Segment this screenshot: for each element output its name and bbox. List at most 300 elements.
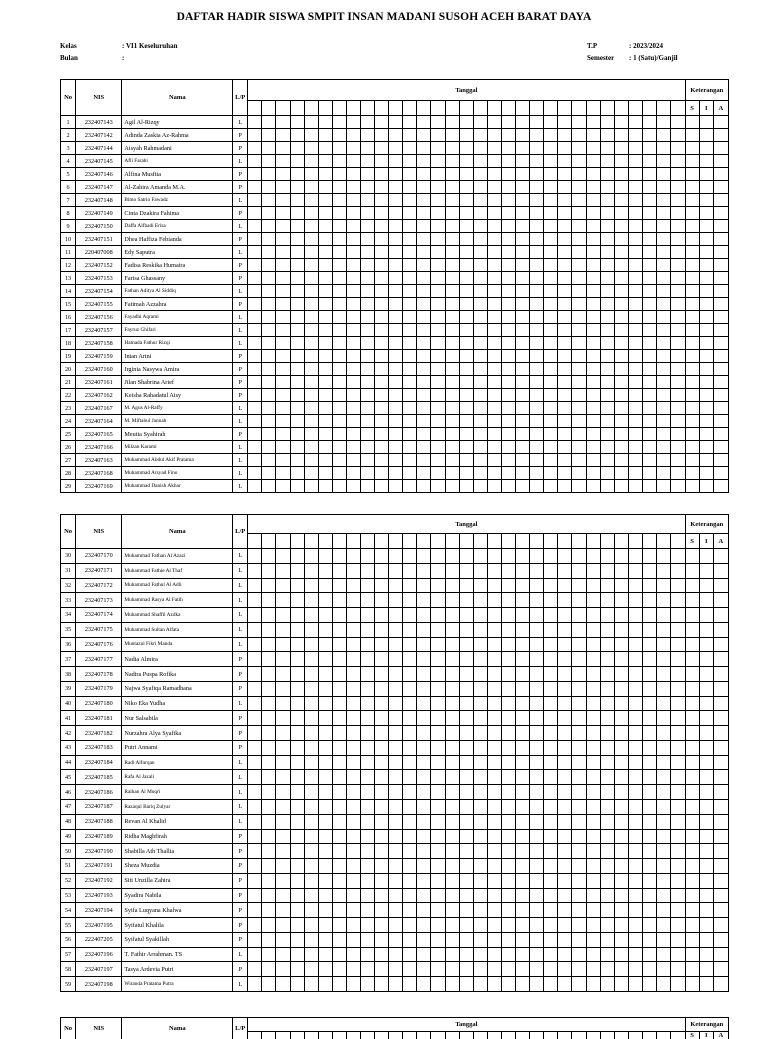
attendance-cell[interactable] [375, 233, 389, 246]
attendance-cell[interactable] [501, 376, 515, 389]
attendance-cell[interactable] [290, 667, 304, 682]
attendance-cell[interactable] [276, 233, 290, 246]
attendance-cell[interactable] [361, 637, 375, 652]
attendance-cell[interactable] [544, 363, 558, 376]
attendance-cell[interactable] [586, 181, 600, 194]
attendance-cell[interactable] [375, 696, 389, 711]
attendance-cell[interactable] [248, 220, 262, 233]
attendance-cell[interactable] [403, 220, 417, 233]
attendance-cell[interactable] [600, 932, 614, 947]
date-cell[interactable] [544, 101, 558, 116]
attendance-cell[interactable] [642, 829, 656, 844]
attendance-cell[interactable] [290, 155, 304, 168]
attendance-cell[interactable] [516, 549, 530, 564]
attendance-cell[interactable] [403, 932, 417, 947]
attendance-cell[interactable] [248, 142, 262, 155]
attendance-cell[interactable] [628, 578, 642, 593]
attendance-cell[interactable] [713, 441, 728, 454]
attendance-cell[interactable] [431, 194, 445, 207]
attendance-cell[interactable] [361, 593, 375, 608]
attendance-cell[interactable] [501, 696, 515, 711]
attendance-cell[interactable] [375, 298, 389, 311]
attendance-cell[interactable] [389, 454, 403, 467]
attendance-cell[interactable] [431, 467, 445, 480]
attendance-cell[interactable] [473, 454, 487, 467]
date-cell[interactable] [431, 101, 445, 116]
attendance-cell[interactable] [487, 181, 501, 194]
attendance-cell[interactable] [487, 977, 501, 992]
attendance-cell[interactable] [656, 376, 670, 389]
attendance-cell[interactable] [431, 873, 445, 888]
attendance-cell[interactable] [544, 770, 558, 785]
attendance-cell[interactable] [699, 389, 713, 402]
attendance-cell[interactable] [628, 272, 642, 285]
attendance-cell[interactable] [445, 814, 459, 829]
attendance-cell[interactable] [318, 859, 332, 874]
attendance-cell[interactable] [699, 563, 713, 578]
attendance-cell[interactable] [290, 389, 304, 402]
attendance-cell[interactable] [375, 873, 389, 888]
attendance-cell[interactable] [614, 467, 628, 480]
attendance-cell[interactable] [487, 207, 501, 220]
attendance-cell[interactable] [276, 415, 290, 428]
attendance-cell[interactable] [262, 129, 276, 142]
attendance-cell[interactable] [276, 903, 290, 918]
attendance-cell[interactable] [501, 549, 515, 564]
attendance-cell[interactable] [600, 578, 614, 593]
attendance-cell[interactable] [276, 814, 290, 829]
attendance-cell[interactable] [473, 859, 487, 874]
attendance-cell[interactable] [346, 947, 360, 962]
attendance-cell[interactable] [431, 932, 445, 947]
attendance-cell[interactable] [586, 233, 600, 246]
attendance-cell[interactable] [656, 652, 670, 667]
attendance-cell[interactable] [656, 549, 670, 564]
date-cell[interactable] [614, 101, 628, 116]
attendance-cell[interactable] [516, 563, 530, 578]
attendance-cell[interactable] [361, 467, 375, 480]
attendance-cell[interactable] [417, 932, 431, 947]
attendance-cell[interactable] [572, 415, 586, 428]
attendance-cell[interactable] [248, 376, 262, 389]
attendance-cell[interactable] [346, 311, 360, 324]
attendance-cell[interactable] [685, 233, 699, 246]
attendance-cell[interactable] [431, 337, 445, 350]
attendance-cell[interactable] [572, 337, 586, 350]
attendance-cell[interactable] [276, 608, 290, 623]
attendance-cell[interactable] [501, 667, 515, 682]
attendance-cell[interactable] [713, 652, 728, 667]
attendance-cell[interactable] [389, 207, 403, 220]
attendance-cell[interactable] [544, 800, 558, 815]
attendance-cell[interactable] [403, 593, 417, 608]
attendance-cell[interactable] [375, 246, 389, 259]
attendance-cell[interactable] [487, 272, 501, 285]
attendance-cell[interactable] [699, 402, 713, 415]
attendance-cell[interactable] [487, 129, 501, 142]
attendance-cell[interactable] [318, 593, 332, 608]
attendance-cell[interactable] [361, 207, 375, 220]
attendance-cell[interactable] [417, 142, 431, 155]
attendance-cell[interactable] [248, 711, 262, 726]
attendance-cell[interactable] [642, 667, 656, 682]
attendance-cell[interactable] [332, 207, 346, 220]
attendance-cell[interactable] [558, 142, 572, 155]
attendance-cell[interactable] [361, 285, 375, 298]
attendance-cell[interactable] [290, 415, 304, 428]
attendance-cell[interactable] [417, 770, 431, 785]
attendance-cell[interactable] [699, 194, 713, 207]
attendance-cell[interactable] [459, 194, 473, 207]
date-cell[interactable] [403, 1032, 417, 1039]
attendance-cell[interactable] [642, 441, 656, 454]
attendance-cell[interactable] [572, 903, 586, 918]
attendance-cell[interactable] [290, 578, 304, 593]
attendance-cell[interactable] [586, 829, 600, 844]
date-cell[interactable] [318, 1032, 332, 1039]
attendance-cell[interactable] [248, 181, 262, 194]
attendance-cell[interactable] [656, 298, 670, 311]
attendance-cell[interactable] [389, 726, 403, 741]
attendance-cell[interactable] [699, 155, 713, 168]
attendance-cell[interactable] [572, 116, 586, 129]
attendance-cell[interactable] [318, 696, 332, 711]
attendance-cell[interactable] [501, 337, 515, 350]
attendance-cell[interactable] [544, 428, 558, 441]
date-cell[interactable] [572, 1032, 586, 1039]
attendance-cell[interactable] [642, 947, 656, 962]
attendance-cell[interactable] [544, 578, 558, 593]
attendance-cell[interactable] [248, 194, 262, 207]
attendance-cell[interactable] [431, 441, 445, 454]
attendance-cell[interactable] [332, 800, 346, 815]
attendance-cell[interactable] [501, 652, 515, 667]
date-cell[interactable] [642, 1032, 656, 1039]
attendance-cell[interactable] [304, 467, 318, 480]
attendance-cell[interactable] [628, 129, 642, 142]
attendance-cell[interactable] [431, 311, 445, 324]
attendance-cell[interactable] [600, 480, 614, 493]
attendance-cell[interactable] [473, 389, 487, 402]
attendance-cell[interactable] [642, 298, 656, 311]
attendance-cell[interactable] [431, 681, 445, 696]
attendance-cell[interactable] [276, 932, 290, 947]
attendance-cell[interactable] [248, 770, 262, 785]
attendance-cell[interactable] [713, 859, 728, 874]
attendance-cell[interactable] [389, 977, 403, 992]
date-cell[interactable] [276, 1032, 290, 1039]
attendance-cell[interactable] [346, 142, 360, 155]
attendance-cell[interactable] [713, 563, 728, 578]
attendance-cell[interactable] [685, 800, 699, 815]
attendance-cell[interactable] [304, 962, 318, 977]
attendance-cell[interactable] [417, 467, 431, 480]
attendance-cell[interactable] [699, 549, 713, 564]
attendance-cell[interactable] [389, 800, 403, 815]
attendance-cell[interactable] [262, 142, 276, 155]
attendance-cell[interactable] [685, 168, 699, 181]
attendance-cell[interactable] [459, 593, 473, 608]
attendance-cell[interactable] [544, 350, 558, 363]
attendance-cell[interactable] [685, 155, 699, 168]
attendance-cell[interactable] [248, 116, 262, 129]
attendance-cell[interactable] [459, 740, 473, 755]
attendance-cell[interactable] [642, 168, 656, 181]
attendance-cell[interactable] [262, 859, 276, 874]
attendance-cell[interactable] [332, 977, 346, 992]
date-cell[interactable] [671, 101, 686, 116]
attendance-cell[interactable] [361, 233, 375, 246]
attendance-cell[interactable] [713, 962, 728, 977]
attendance-cell[interactable] [572, 402, 586, 415]
attendance-cell[interactable] [614, 129, 628, 142]
attendance-cell[interactable] [487, 785, 501, 800]
attendance-cell[interactable] [375, 549, 389, 564]
date-cell[interactable] [417, 1032, 431, 1039]
attendance-cell[interactable] [544, 389, 558, 402]
attendance-cell[interactable] [642, 918, 656, 933]
attendance-cell[interactable] [318, 324, 332, 337]
attendance-cell[interactable] [290, 350, 304, 363]
attendance-cell[interactable] [516, 681, 530, 696]
attendance-cell[interactable] [600, 608, 614, 623]
attendance-cell[interactable] [558, 129, 572, 142]
attendance-cell[interactable] [403, 844, 417, 859]
attendance-cell[interactable] [304, 608, 318, 623]
attendance-cell[interactable] [248, 363, 262, 376]
attendance-cell[interactable] [361, 116, 375, 129]
attendance-cell[interactable] [685, 785, 699, 800]
attendance-cell[interactable] [572, 285, 586, 298]
attendance-cell[interactable] [656, 142, 670, 155]
date-cell[interactable] [487, 534, 501, 549]
attendance-cell[interactable] [318, 181, 332, 194]
date-cell[interactable] [445, 101, 459, 116]
attendance-cell[interactable] [389, 652, 403, 667]
attendance-cell[interactable] [656, 977, 670, 992]
attendance-cell[interactable] [699, 800, 713, 815]
attendance-cell[interactable] [361, 947, 375, 962]
attendance-cell[interactable] [656, 467, 670, 480]
attendance-cell[interactable] [459, 667, 473, 682]
attendance-cell[interactable] [304, 696, 318, 711]
attendance-cell[interactable] [375, 622, 389, 637]
attendance-cell[interactable] [375, 681, 389, 696]
attendance-cell[interactable] [656, 220, 670, 233]
attendance-cell[interactable] [501, 918, 515, 933]
attendance-cell[interactable] [346, 467, 360, 480]
attendance-cell[interactable] [487, 859, 501, 874]
attendance-cell[interactable] [248, 389, 262, 402]
attendance-cell[interactable] [375, 363, 389, 376]
attendance-cell[interactable] [361, 337, 375, 350]
attendance-cell[interactable] [516, 337, 530, 350]
attendance-cell[interactable] [572, 593, 586, 608]
attendance-cell[interactable] [501, 233, 515, 246]
attendance-cell[interactable] [276, 389, 290, 402]
attendance-cell[interactable] [346, 918, 360, 933]
attendance-cell[interactable] [572, 755, 586, 770]
attendance-cell[interactable] [600, 873, 614, 888]
attendance-cell[interactable] [445, 563, 459, 578]
attendance-cell[interactable] [276, 549, 290, 564]
attendance-cell[interactable] [290, 194, 304, 207]
attendance-cell[interactable] [685, 454, 699, 467]
date-cell[interactable] [375, 1032, 389, 1039]
attendance-cell[interactable] [248, 829, 262, 844]
attendance-cell[interactable] [346, 740, 360, 755]
attendance-cell[interactable] [572, 246, 586, 259]
attendance-cell[interactable] [685, 563, 699, 578]
attendance-cell[interactable] [459, 549, 473, 564]
attendance-cell[interactable] [572, 711, 586, 726]
attendance-cell[interactable] [671, 441, 686, 454]
attendance-cell[interactable] [699, 142, 713, 155]
date-cell[interactable] [501, 534, 515, 549]
attendance-cell[interactable] [262, 246, 276, 259]
attendance-cell[interactable] [262, 220, 276, 233]
attendance-cell[interactable] [473, 168, 487, 181]
attendance-cell[interactable] [445, 350, 459, 363]
attendance-cell[interactable] [361, 608, 375, 623]
attendance-cell[interactable] [375, 918, 389, 933]
attendance-cell[interactable] [361, 667, 375, 682]
attendance-cell[interactable] [487, 726, 501, 741]
attendance-cell[interactable] [501, 829, 515, 844]
attendance-cell[interactable] [248, 259, 262, 272]
attendance-cell[interactable] [487, 337, 501, 350]
attendance-cell[interactable] [276, 962, 290, 977]
attendance-cell[interactable] [614, 578, 628, 593]
attendance-cell[interactable] [572, 220, 586, 233]
attendance-cell[interactable] [459, 563, 473, 578]
attendance-cell[interactable] [431, 272, 445, 285]
attendance-cell[interactable] [516, 428, 530, 441]
date-cell[interactable] [459, 534, 473, 549]
attendance-cell[interactable] [586, 962, 600, 977]
attendance-cell[interactable] [304, 480, 318, 493]
attendance-cell[interactable] [403, 311, 417, 324]
attendance-cell[interactable] [346, 608, 360, 623]
attendance-cell[interactable] [346, 168, 360, 181]
attendance-cell[interactable] [501, 726, 515, 741]
attendance-cell[interactable] [713, 549, 728, 564]
attendance-cell[interactable] [445, 220, 459, 233]
attendance-cell[interactable] [248, 800, 262, 815]
attendance-cell[interactable] [431, 549, 445, 564]
attendance-cell[interactable] [332, 696, 346, 711]
attendance-cell[interactable] [346, 233, 360, 246]
attendance-cell[interactable] [628, 246, 642, 259]
attendance-cell[interactable] [600, 181, 614, 194]
attendance-cell[interactable] [389, 740, 403, 755]
attendance-cell[interactable] [417, 814, 431, 829]
attendance-cell[interactable] [600, 696, 614, 711]
attendance-cell[interactable] [248, 480, 262, 493]
attendance-cell[interactable] [586, 888, 600, 903]
attendance-cell[interactable] [614, 454, 628, 467]
attendance-cell[interactable] [656, 755, 670, 770]
attendance-cell[interactable] [417, 233, 431, 246]
attendance-cell[interactable] [459, 207, 473, 220]
attendance-cell[interactable] [248, 441, 262, 454]
attendance-cell[interactable] [600, 977, 614, 992]
attendance-cell[interactable] [642, 116, 656, 129]
attendance-cell[interactable] [614, 888, 628, 903]
attendance-cell[interactable] [431, 829, 445, 844]
date-cell[interactable] [501, 1032, 515, 1039]
attendance-cell[interactable] [318, 549, 332, 564]
attendance-cell[interactable] [473, 298, 487, 311]
attendance-cell[interactable] [346, 755, 360, 770]
attendance-cell[interactable] [262, 637, 276, 652]
attendance-cell[interactable] [431, 246, 445, 259]
attendance-cell[interactable] [417, 637, 431, 652]
attendance-cell[interactable] [262, 563, 276, 578]
attendance-cell[interactable] [642, 363, 656, 376]
attendance-cell[interactable] [586, 454, 600, 467]
attendance-cell[interactable] [699, 129, 713, 142]
attendance-cell[interactable] [642, 415, 656, 428]
attendance-cell[interactable] [516, 350, 530, 363]
attendance-cell[interactable] [332, 363, 346, 376]
attendance-cell[interactable] [445, 859, 459, 874]
attendance-cell[interactable] [600, 116, 614, 129]
attendance-cell[interactable] [642, 578, 656, 593]
attendance-cell[interactable] [572, 770, 586, 785]
attendance-cell[interactable] [685, 220, 699, 233]
attendance-cell[interactable] [600, 593, 614, 608]
attendance-cell[interactable] [628, 726, 642, 741]
attendance-cell[interactable] [445, 549, 459, 564]
attendance-cell[interactable] [431, 637, 445, 652]
attendance-cell[interactable] [389, 844, 403, 859]
attendance-cell[interactable] [544, 549, 558, 564]
attendance-cell[interactable] [276, 947, 290, 962]
attendance-cell[interactable] [290, 622, 304, 637]
attendance-cell[interactable] [445, 578, 459, 593]
attendance-cell[interactable] [431, 402, 445, 415]
attendance-cell[interactable] [248, 233, 262, 246]
attendance-cell[interactable] [656, 168, 670, 181]
attendance-cell[interactable] [501, 977, 515, 992]
attendance-cell[interactable] [304, 622, 318, 637]
attendance-cell[interactable] [262, 962, 276, 977]
attendance-cell[interactable] [262, 480, 276, 493]
attendance-cell[interactable] [713, 363, 728, 376]
attendance-cell[interactable] [699, 681, 713, 696]
attendance-cell[interactable] [558, 740, 572, 755]
attendance-cell[interactable] [276, 696, 290, 711]
attendance-cell[interactable] [586, 563, 600, 578]
attendance-cell[interactable] [685, 770, 699, 785]
attendance-cell[interactable] [671, 324, 686, 337]
attendance-cell[interactable] [614, 389, 628, 402]
attendance-cell[interactable] [530, 563, 544, 578]
attendance-cell[interactable] [346, 873, 360, 888]
attendance-cell[interactable] [713, 207, 728, 220]
attendance-cell[interactable] [276, 246, 290, 259]
attendance-cell[interactable] [276, 785, 290, 800]
attendance-cell[interactable] [628, 324, 642, 337]
attendance-cell[interactable] [614, 324, 628, 337]
date-cell[interactable] [572, 101, 586, 116]
date-cell[interactable] [346, 101, 360, 116]
attendance-cell[interactable] [361, 129, 375, 142]
attendance-cell[interactable] [290, 918, 304, 933]
attendance-cell[interactable] [699, 755, 713, 770]
attendance-cell[interactable] [346, 402, 360, 415]
